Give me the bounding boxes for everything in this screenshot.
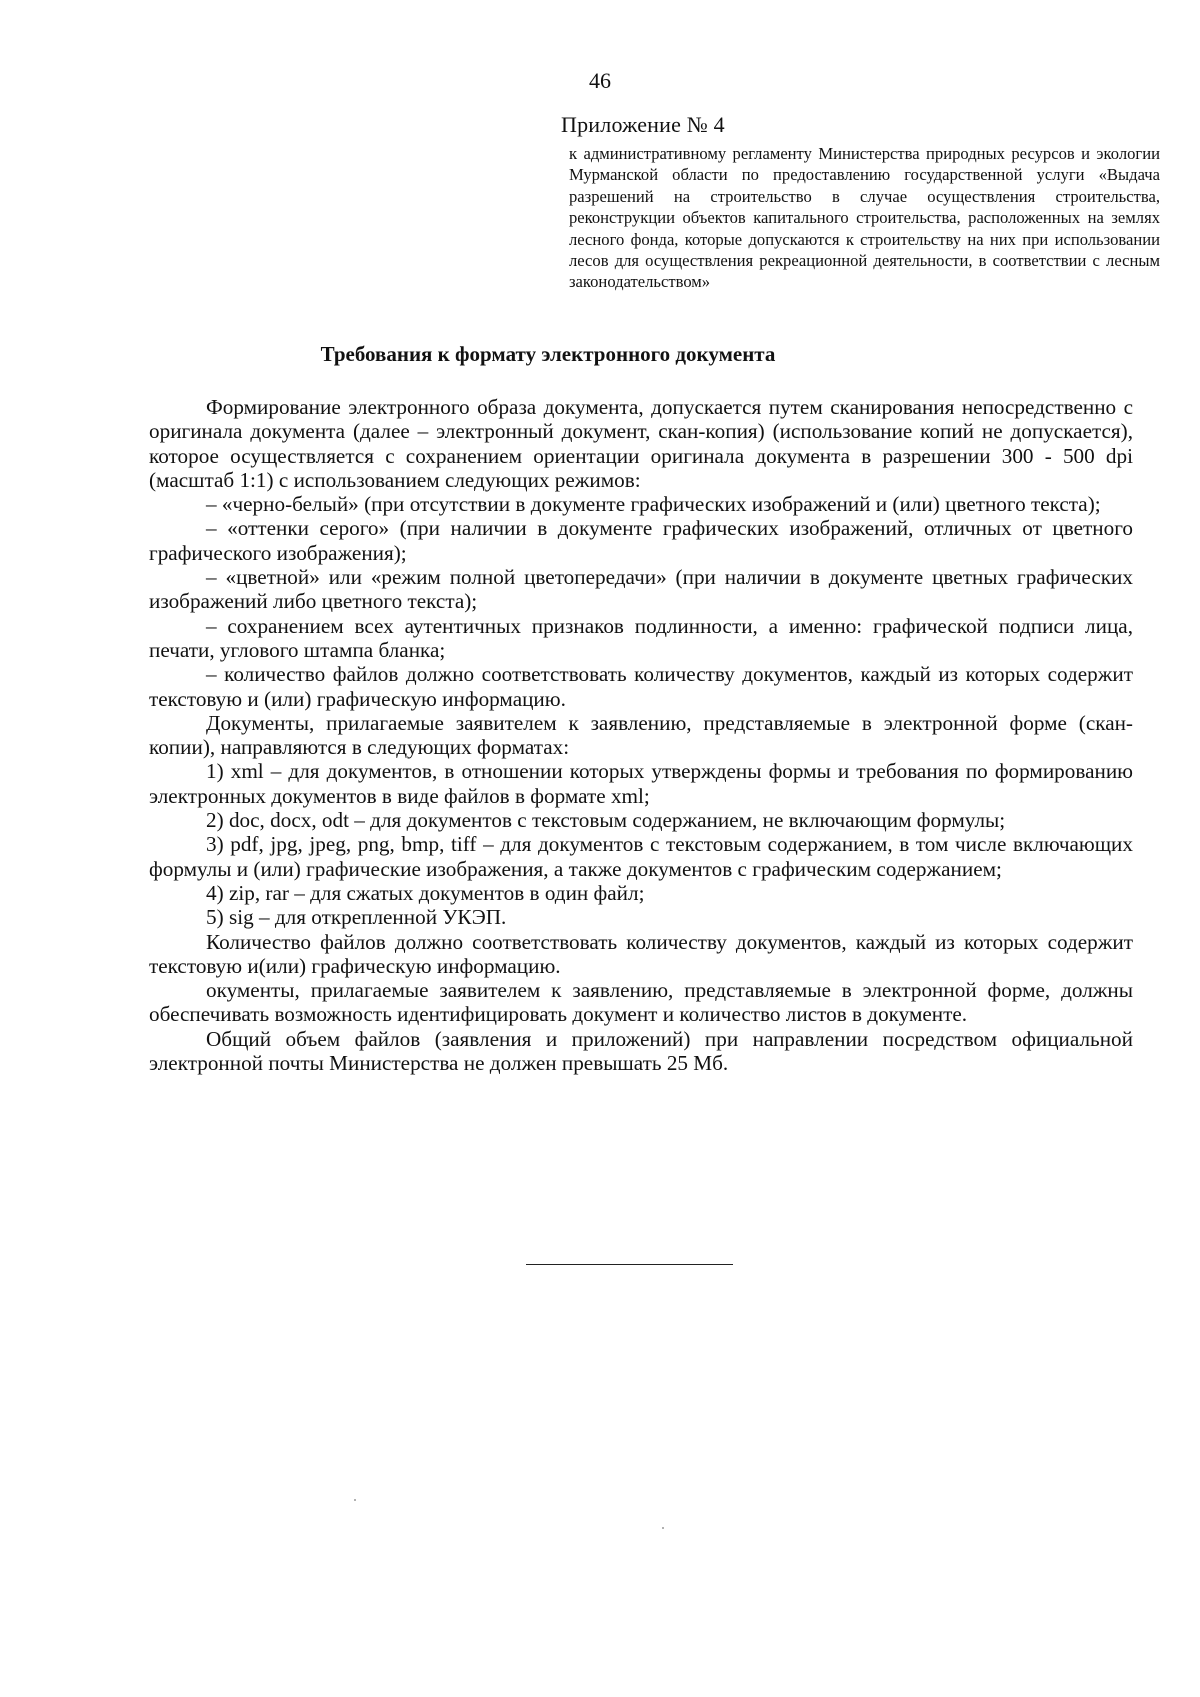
- format-item-pdf: 3) pdf, jpg, jpeg, png, bmp, tiff – для документов с текстовым содержанием, в том числе включающих формулы и (или) графические изображения, а также документов с графическим содержанием;: [149, 832, 1133, 881]
- format-item-sig: 5) sig – для открепленной УКЭП.: [206, 905, 507, 930]
- paragraph-mode-color: – «цветной» или «режим полной цветопередачи» (при наличии в документе цветных графических изображений либо цветного текста);: [149, 565, 1133, 614]
- paragraph-authenticity: – сохранением всех аутентичных признаков подлинности, а именно: графической подписи лица, печати, углового штампа бланка;: [149, 613, 1133, 662]
- paragraph-identification: окументы, прилагаемые заявителем к заявлению, представляемые в электронной форме, должны обеспечивать возможность идентифицировать документ и количество листов в документе.: [149, 978, 1133, 1027]
- scan-speck: [354, 1499, 356, 1501]
- paragraph-intro: Формирование электронного образа документа, допускается путем сканирования непосредственно с оригинала документа (далее – электронный документ, скан-копия) (использование копий не допускается), которое осуществляется с сохранением ориентации оригинала документа в разрешении 300 - 500 dpi (масштаб 1:1) с использованием следующих режимов:: [149, 395, 1133, 492]
- page-number: 46: [589, 68, 611, 93]
- paragraph-mode-grayscale: – «оттенки серого» (при наличии в документе графических изображений, отличных от цветного графического изображения);: [149, 516, 1133, 565]
- scan-speck: [662, 1527, 664, 1529]
- format-item-xml: 1) xml – для документов, в отношении которых утверждены формы и требования по формированию электронных документов в виде файлов в формате xml;: [149, 759, 1133, 808]
- document-body: [149, 395, 1133, 1075]
- appendix-label: Приложение № 4: [561, 112, 725, 137]
- format-item-zip: 4) zip, rar – для сжатых документов в один файл;: [206, 880, 645, 905]
- paragraph-size-limit: Общий объем файлов (заявления и приложений) при направлении посредством официальной электронной почты Министерства не должен превышать 25 Мб.: [149, 1026, 1133, 1076]
- end-divider: [526, 1264, 733, 1265]
- paragraph-file-count-2: Количество файлов должно соответствовать количеству документов, каждый из которых содержит текстовую и(или) графическую информацию.: [149, 929, 1133, 978]
- format-item-doc: 2) doc, docx, odt – для документов с текстовым содержанием, не включающим формулы;: [206, 808, 1006, 833]
- paragraph-formats-intro: Документы, прилагаемые заявителем к заявлению, представляемые в электронной форме (скан-копии), направляются в следующих форматах:: [149, 710, 1133, 760]
- paragraph-file-count: – количество файлов должно соответствовать количеству документов, каждый из которых содержит текстовую и (или) графическую информацию.: [149, 662, 1133, 711]
- paragraph-mode-bw: – «черно-белый» (при отсутствии в документе графических изображений и (или) цветного текста);: [206, 492, 1101, 517]
- appendix-reference-text: к административному регламенту Министерства природных ресурсов и экологии Мурманской области по предоставлению государственной услуги «Выдача разрешений на строительство в случае осуществления строительства, реконструкции объектов капитального строительства, расположенных на землях лесного фонда, которые допускаются к строительству на них при использовании лесов для осуществления рекреационной деятельности, в соответствии с лесным законодательством»: [569, 144, 1160, 292]
- document-title: Требования к формату электронного документа: [320, 342, 776, 366]
